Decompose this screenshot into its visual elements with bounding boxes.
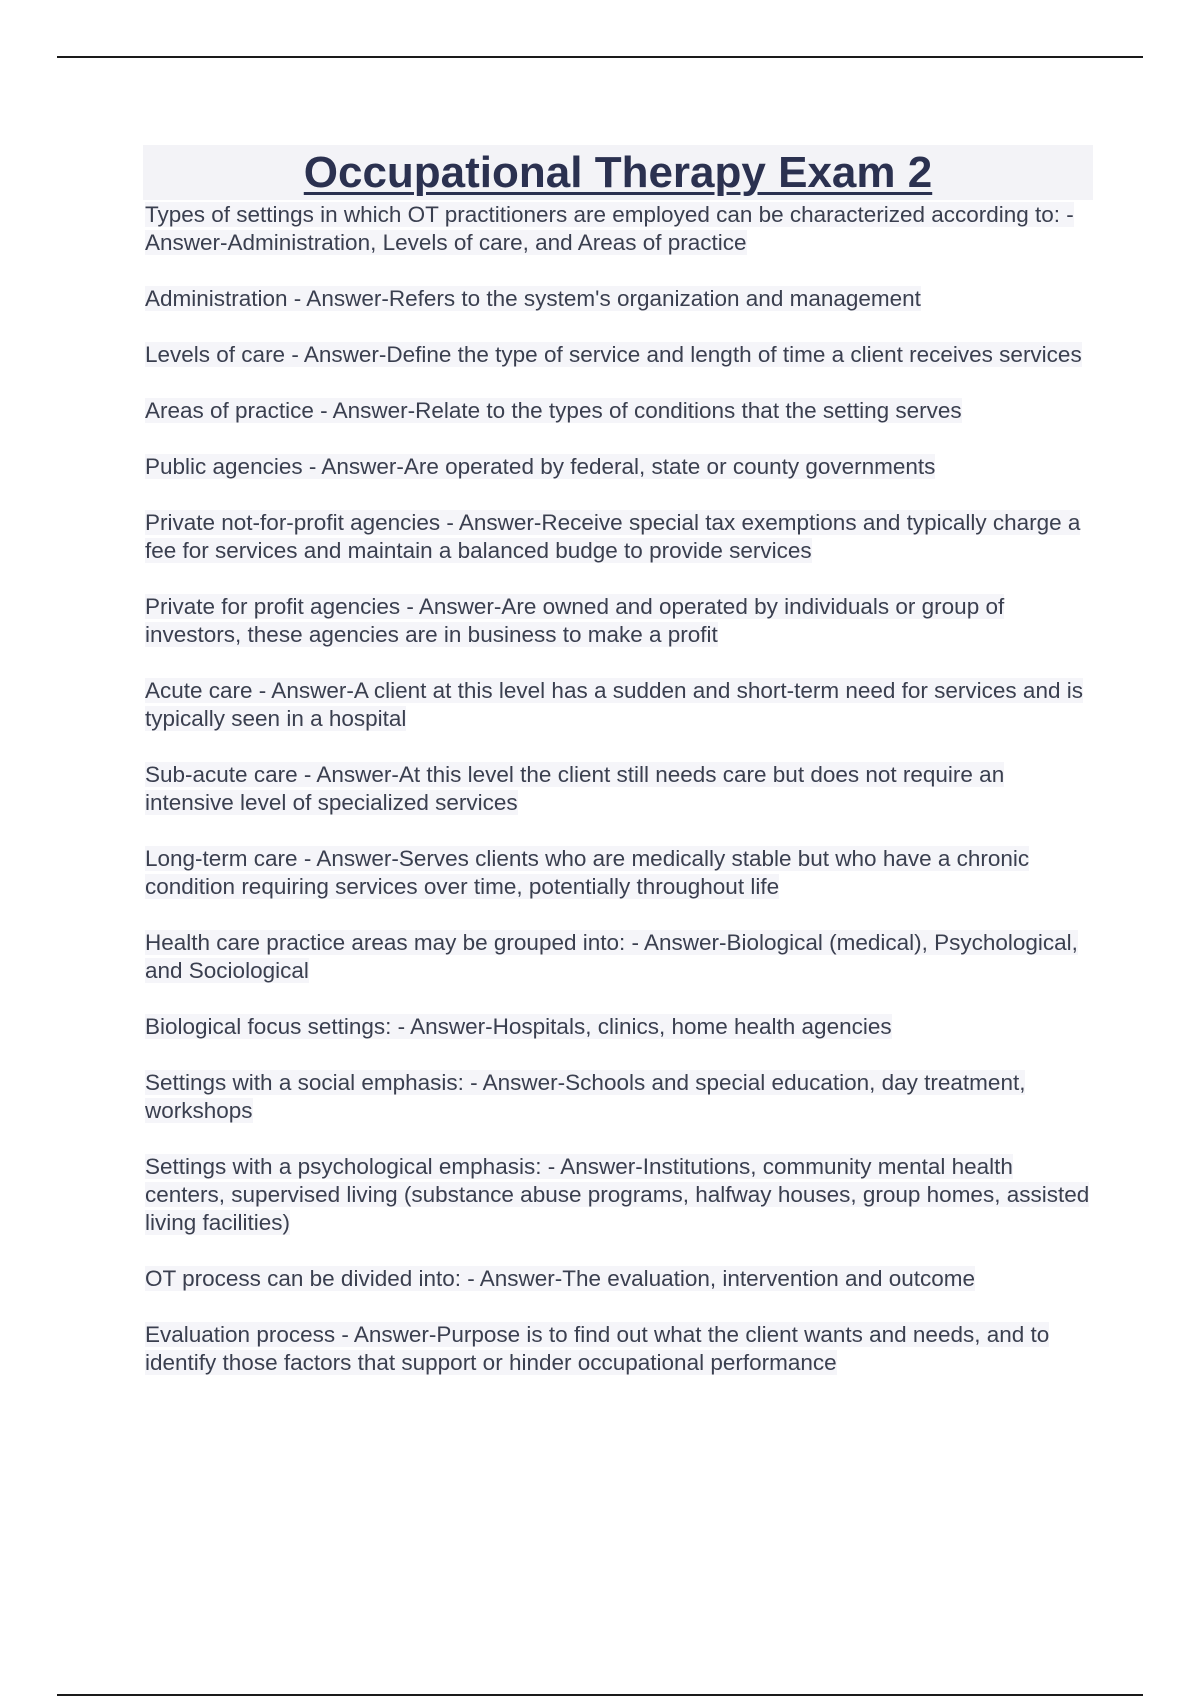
qa-text: Types of settings in which OT practitioners are employed can be characterized according to: - Answer-Administration, Levels of care, and Areas of practice: [145, 202, 1074, 255]
qa-item: [143, 1013, 1093, 1041]
qa-text: Administration - Answer-Refers to the system's organization and management: [145, 286, 921, 311]
qa-text: Evaluation process - Answer-Purpose is to find out what the client wants and needs, and to identify those factors that support or hinder occupational performance: [145, 1322, 1050, 1375]
qa-text: Levels of care - Answer-Define the type of service and length of time a client receives services: [145, 342, 1082, 367]
qa-text: Acute care - Answer-A client at this level has a sudden and short-term need for services and is typically seen in a hospital: [145, 678, 1083, 731]
qa-list: [143, 201, 1093, 1377]
qa-item: [143, 845, 1093, 901]
qa-item: [143, 1153, 1093, 1237]
qa-text: OT process can be divided into: - Answer-The evaluation, intervention and outcome: [145, 1266, 976, 1291]
qa-item: [143, 1321, 1093, 1377]
bottom-rule: [57, 1694, 1143, 1696]
document-title: Occupational Therapy Exam 2: [303, 147, 933, 197]
qa-text: Biological focus settings: - Answer-Hospitals, clinics, home health agencies: [145, 1014, 892, 1039]
qa-item: [143, 761, 1093, 817]
qa-item: [143, 677, 1093, 733]
qa-item: [143, 397, 1093, 425]
qa-item: [143, 593, 1093, 649]
qa-text: Areas of practice - Answer-Relate to the types of conditions that the setting serves: [145, 398, 962, 423]
qa-item: [143, 929, 1093, 985]
qa-text: Health care practice areas may be grouped into: - Answer-Biological (medical), Psychological, and Sociological: [145, 930, 1078, 983]
qa-item: [143, 509, 1093, 565]
qa-text: Private not-for-profit agencies - Answer-Receive special tax exemptions and typically charge a fee for services and maintain a balanced budge to provide services: [145, 510, 1081, 563]
qa-text: Sub-acute care - Answer-At this level the client still needs care but does not require an intensive level of specialized services: [145, 762, 1005, 815]
document-page: [143, 145, 1093, 1405]
qa-text: Settings with a psychological emphasis: - Answer-Institutions, community mental health centers, supervised living (substance abuse programs, halfway houses, group homes, assisted living facilities): [145, 1154, 1090, 1235]
qa-item: [143, 1265, 1093, 1293]
qa-item: [143, 285, 1093, 313]
qa-text: Long-term care - Answer-Serves clients who are medically stable but who have a chronic condition requiring services over time, potentially throughout life: [145, 846, 1030, 899]
qa-item: [143, 453, 1093, 481]
qa-item: [143, 341, 1093, 369]
qa-text: Private for profit agencies - Answer-Are owned and operated by individuals or group of investors, these agencies are in business to make a profit: [145, 594, 1005, 647]
title-band: [143, 145, 1093, 200]
top-rule: [57, 56, 1143, 58]
qa-item: [143, 201, 1093, 257]
qa-text: Settings with a social emphasis: - Answer-Schools and special education, day treatment, workshops: [145, 1070, 1026, 1123]
qa-item: [143, 1069, 1093, 1125]
qa-text: Public agencies - Answer-Are operated by federal, state or county governments: [145, 454, 936, 479]
